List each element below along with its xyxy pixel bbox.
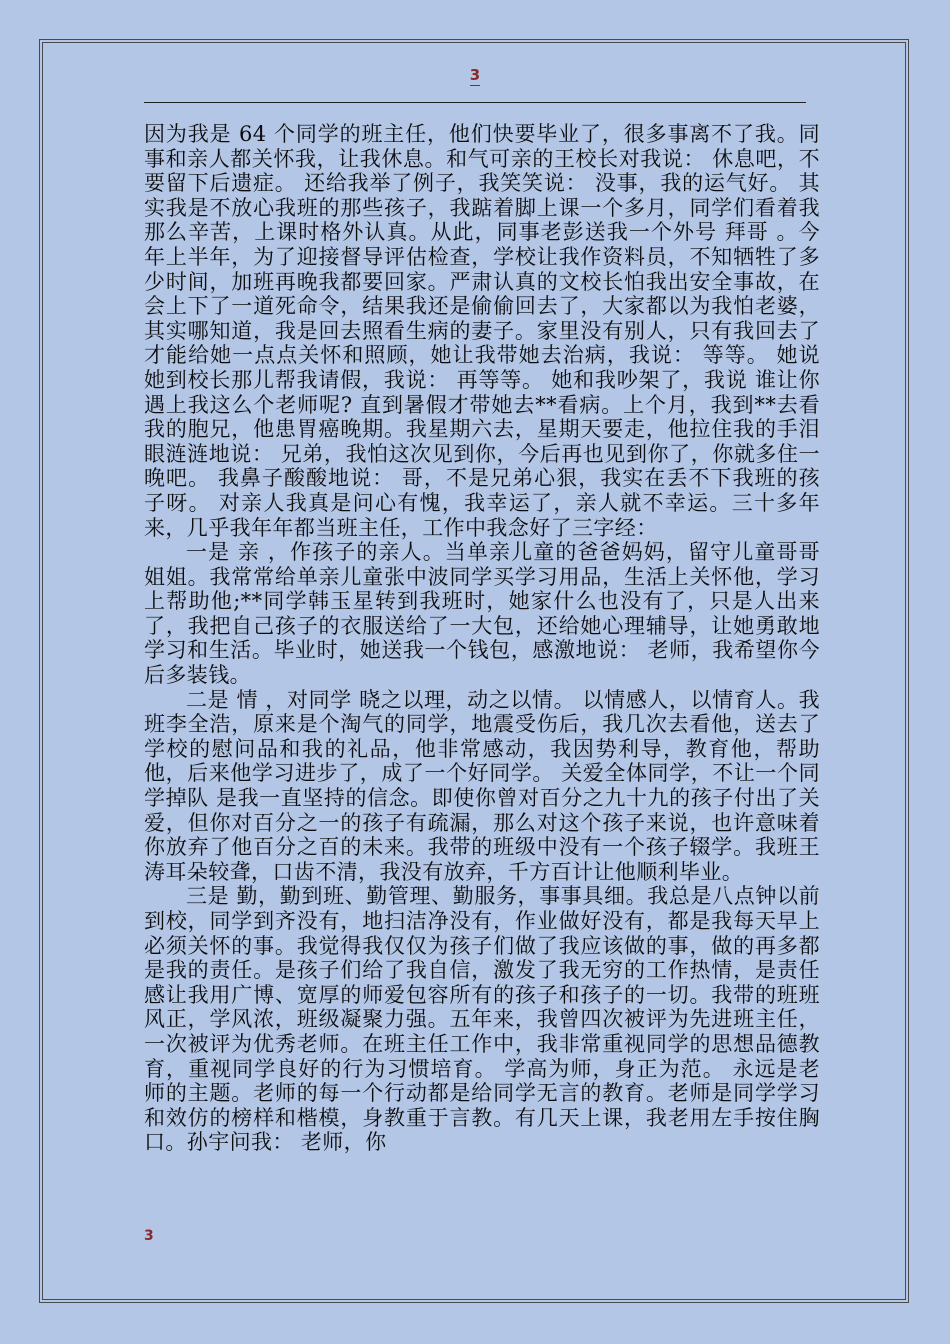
paragraph: 一是 亲 ，作孩子的亲人。当单亲儿童的爸爸妈妈，留守儿童哥哥姐姐。我常常给单亲儿童张中波同学买学习用品，生活上关怀他，学习上帮助他;**同学韩玉星转到我班时，她家什么也没有了，只是人出来了，我把自己孩子的衣服送给了一大包，还给她心理辅导，让她勇敢地学习和生活。毕业时，她送我一个钱包，感激地说： 老师，我希望你今后多装钱。 [144, 540, 820, 688]
paragraph: 三是 勤，勤到班、勤管理、勤服务，事事具细。我总是八点钟以前到校，同学到齐没有，地扫洁净没有，作业做好没有，都是我每天早上必须关怀的事。我觉得我仅仅为孩子们做了我应该做的事，做的再多都是我的责任。是孩子们给了我自信，激发了我无穷的工作热情，是责任感让我用广博、宽厚的师爱包容所有的孩子和孩子的一切。我带的班班风正，学风浓，班级凝聚力强。五年来，我曾四次被评为先进班主任，一次被评为优秀老师。在班主任工作中，我非常重视同学的思想品德教育，重视同学良好的行为习惯培育。 学高为师，身正为范。 永远是老师的主题。老师的每一个行动都是给同学无言的教育。老师是同学学习和效仿的榜样和楷模，身教重于言教。有几天上课，我老用左手按住胸口。孙宇问我： 老师，你 [144, 884, 820, 1155]
paragraph: 因为我是 64 个同学的班主任，他们快要毕业了，很多事离不了我。同事和亲人都关怀我，让我休息。和气可亲的王校长对我说： 休息吧，不要留下后遗症。 还给我举了例子，我笑笑说： 没事，我的运气好。 其实我是不放心我班的那些孩子，我踮着脚上课一个多月，同学们看着我那么辛苦，上课时格外认真。从此，同事老彭送我一个外号 拜哥 。今年上半年，为了迎接督导评估检查，学校让我作资料员，不知牺牲了多少时间，加班再晚我都要回家。严肃认真的文校长怕我出安全事故，在会上下了一道死命令，结果我还是偷偷回去了，大家都以为我怕老婆，其实哪知道，我是回去照看生病的妻子。家里没有别人，只有我回去了才能给她一点点关怀和照顾，她让我带她去治病，我说： 等等。 她说她到校长那儿帮我请假，我说： 再等等。 她和我吵架了，我说 谁让你遇上我这么个老师呢? 直到暑假才带她去**看病。上个月，我到**去看我的胞兄，他患胃癌晚期。我星期六去，星期天要走，他拉住我的手泪眼涟涟地说： 兄弟，我怕这次见到你，今后再也见到你了，你就多住一晚吧。 我鼻子酸酸地说： 哥，不是兄弟心狠，我实在丢不下我班的孩子呀。 对亲人我真是问心有愧，我幸运了，亲人就不幸运。三十多年来，几乎我年年都当班主任，工作中我念好了三字经： [144, 122, 820, 540]
document-body [144, 122, 820, 1222]
header-divider [144, 102, 806, 103]
header-page-number: 3 [469, 66, 481, 84]
paragraph: 二是 情 ，对同学 晓之以理，动之以情。 以情感人，以情育人。我班李全浩，原来是个淘气的同学，地震受伤后，我几次去看他，送去了学校的慰问品和我的礼品，他非常感动，我因势利导，教育他，帮助他，后来他学习进步了，成了一个好同学。 关爱全体同学，不让一个同学掉队 是我一直坚持的信念。即使你曾对百分之九十九的孩子付出了关爱，但你对百分之一的孩子有疏漏，那么对这个孩子来说，也许意味着你放弃了他百分之百的未来。我带的班级中没有一个孩子辍学。我班王涛耳朵较聋，口齿不清，我没有放弃，千方百计让他顺利毕业。 [144, 687, 820, 884]
footer-page-number: 3 [144, 1228, 154, 1244]
